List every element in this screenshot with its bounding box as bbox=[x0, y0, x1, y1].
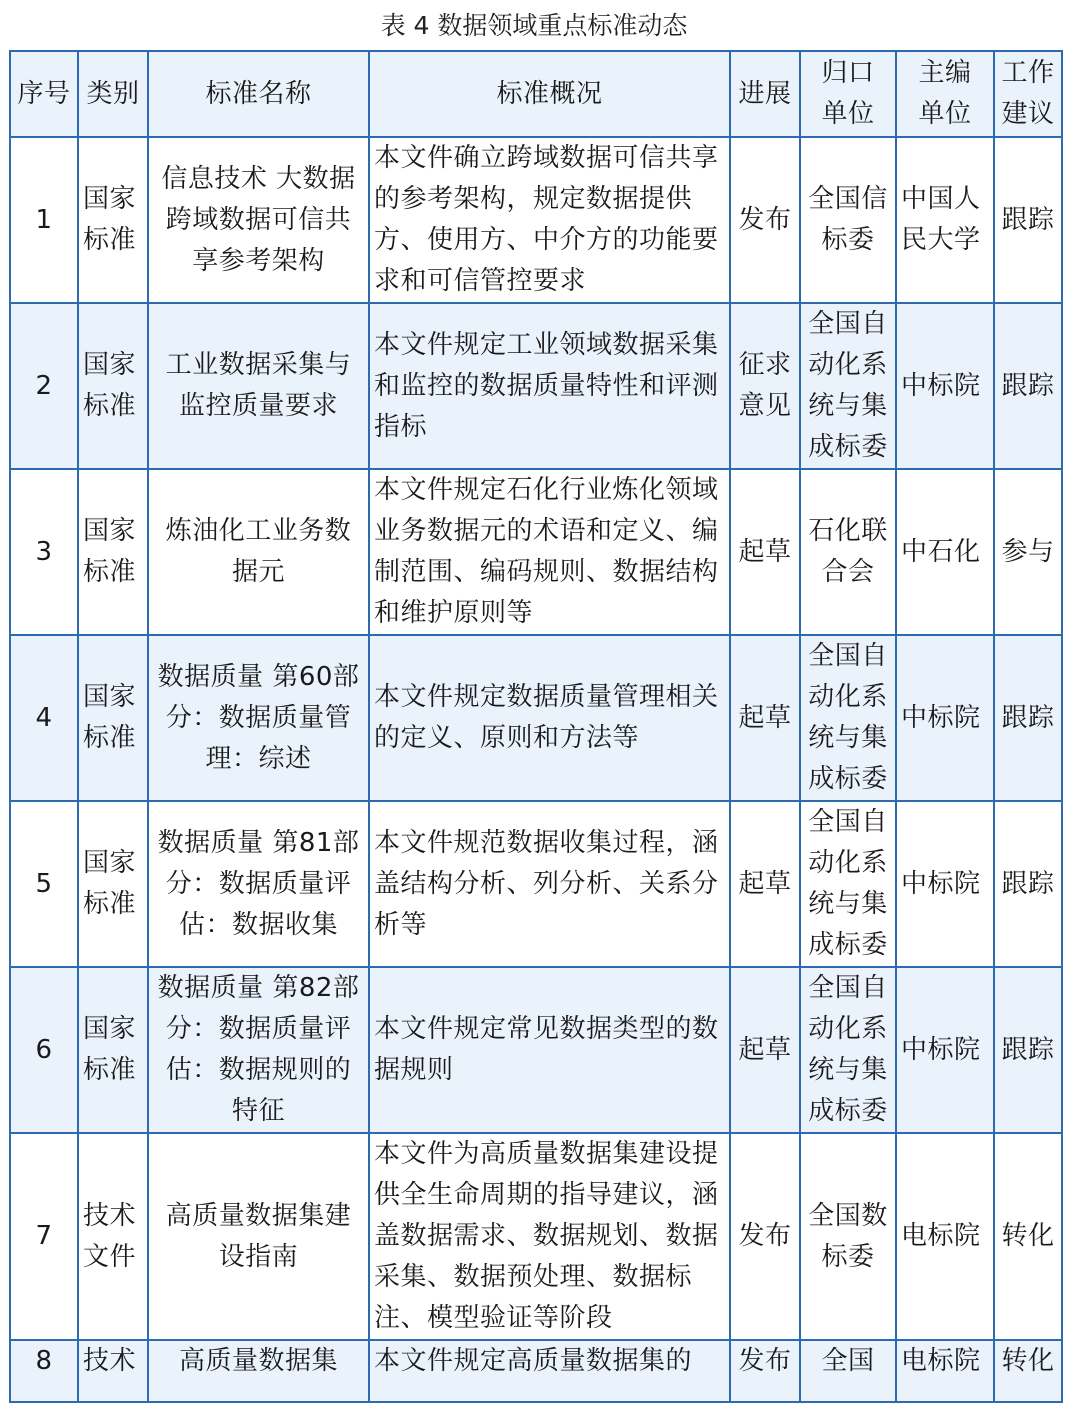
table-row bbox=[10, 1133, 1062, 1340]
cell-name: 数据质量 第82部分：数据质量评估：数据规则的特征 bbox=[148, 967, 369, 1133]
cell-advice: 转化 bbox=[994, 1340, 1062, 1402]
cell-overview: 本文件规定高质量数据集的 bbox=[369, 1340, 730, 1402]
header-editor-line2: 单位 bbox=[918, 99, 972, 129]
header-advice-line2: 建议 bbox=[1001, 99, 1055, 129]
cell-dept: 全国自动化系统与集成标委 bbox=[800, 801, 896, 967]
cell-category: 国家标准 bbox=[78, 469, 148, 635]
cell-seq: 8 bbox=[10, 1340, 78, 1402]
table-caption: 表 4 数据领域重点标准动态 bbox=[380, 11, 688, 40]
cell-category: 国家标准 bbox=[78, 137, 148, 303]
cell-name: 炼油化工业务数据元 bbox=[148, 469, 369, 635]
cell-editor: 电标院 bbox=[896, 1133, 994, 1340]
cell-category: 国家标准 bbox=[78, 635, 148, 801]
cell-editor: 中标院 bbox=[896, 801, 994, 967]
cell-overview: 本文件规定工业领域数据采集和监控的数据质量特性和评测指标 bbox=[369, 303, 730, 469]
cell-seq: 7 bbox=[10, 1133, 78, 1340]
table-row bbox=[10, 967, 1062, 1133]
cell-progress: 发布 bbox=[730, 1133, 800, 1340]
cell-seq: 5 bbox=[10, 801, 78, 967]
cell-name: 工业数据采集与监控质量要求 bbox=[148, 303, 369, 469]
cell-advice: 跟踪 bbox=[994, 137, 1062, 303]
header-row bbox=[10, 51, 1062, 137]
cell-overview: 本文件规定数据质量管理相关的定义、原则和方法等 bbox=[369, 635, 730, 801]
cell-name: 高质量数据集 bbox=[148, 1340, 369, 1402]
cell-editor: 中石化 bbox=[896, 469, 994, 635]
cell-progress: 起草 bbox=[730, 469, 800, 635]
cell-progress: 起草 bbox=[730, 967, 800, 1133]
table-row bbox=[10, 137, 1062, 303]
cell-progress: 起草 bbox=[730, 801, 800, 967]
cell-progress: 起草 bbox=[730, 635, 800, 801]
cell-dept: 全国信标委 bbox=[800, 137, 896, 303]
cell-progress: 征求意见 bbox=[730, 303, 800, 469]
cell-editor: 中标院 bbox=[896, 967, 994, 1133]
cell-progress: 发布 bbox=[730, 137, 800, 303]
cell-seq: 6 bbox=[10, 967, 78, 1133]
cell-advice: 跟踪 bbox=[994, 801, 1062, 967]
header-editor-line1: 主编 bbox=[918, 58, 972, 88]
header-overview: 标准概况 bbox=[369, 51, 730, 137]
cell-name: 信息技术 大数据跨域数据可信共享参考架构 bbox=[148, 137, 369, 303]
cell-progress: 发布 bbox=[730, 1340, 800, 1402]
cell-category: 国家标准 bbox=[78, 967, 148, 1133]
cell-advice: 跟踪 bbox=[994, 967, 1062, 1133]
cell-editor: 电标院 bbox=[896, 1340, 994, 1402]
header-seq: 序号 bbox=[10, 51, 78, 137]
cell-editor: 中标院 bbox=[896, 303, 994, 469]
cell-editor: 中国人民大学 bbox=[896, 137, 994, 303]
cell-dept: 全国数标委 bbox=[800, 1133, 896, 1340]
cell-dept: 石化联合会 bbox=[800, 469, 896, 635]
cell-seq: 3 bbox=[10, 469, 78, 635]
table-row bbox=[10, 635, 1062, 801]
cell-category: 技术 bbox=[78, 1340, 148, 1402]
cell-advice: 跟踪 bbox=[994, 635, 1062, 801]
cell-dept: 全国自动化系统与集成标委 bbox=[800, 967, 896, 1133]
header-progress: 进展 bbox=[730, 51, 800, 137]
cell-dept: 全国自动化系统与集成标委 bbox=[800, 303, 896, 469]
table-row bbox=[10, 1340, 1062, 1402]
header-dept-line2: 单位 bbox=[821, 99, 875, 129]
cell-seq: 2 bbox=[10, 303, 78, 469]
standards-table bbox=[9, 50, 1063, 1403]
header-name: 标准名称 bbox=[148, 51, 369, 137]
header-editor bbox=[896, 51, 994, 137]
cell-advice: 参与 bbox=[994, 469, 1062, 635]
cell-advice: 跟踪 bbox=[994, 303, 1062, 469]
cell-overview: 本文件为高质量数据集建设提供全生命周期的指导建议，涵盖数据需求、数据规划、数据采集、数据预处理、数据标注、模型验证等阶段 bbox=[369, 1133, 730, 1340]
cell-dept: 全国 bbox=[800, 1340, 896, 1402]
cell-seq: 4 bbox=[10, 635, 78, 801]
table-row bbox=[10, 303, 1062, 469]
header-advice bbox=[994, 51, 1062, 137]
cell-overview: 本文件规定石化行业炼化领域业务数据元的术语和定义、编制范围、编码规则、数据结构和维护原则等 bbox=[369, 469, 730, 635]
table-row bbox=[10, 801, 1062, 967]
header-dept-line1: 归口 bbox=[821, 58, 875, 88]
cell-overview: 本文件规范数据收集过程，涵盖结构分析、列分析、关系分析等 bbox=[369, 801, 730, 967]
cell-dept: 全国自动化系统与集成标委 bbox=[800, 635, 896, 801]
cell-category: 技术文件 bbox=[78, 1133, 148, 1340]
cell-overview: 本文件确立跨域数据可信共享的参考架构，规定数据提供方、使用方、中介方的功能要求和可信管控要求 bbox=[369, 137, 730, 303]
cell-name: 数据质量 第81部分：数据质量评估：数据收集 bbox=[148, 801, 369, 967]
header-category: 类别 bbox=[78, 51, 148, 137]
cell-name: 高质量数据集建设指南 bbox=[148, 1133, 369, 1340]
cell-editor: 中标院 bbox=[896, 635, 994, 801]
header-advice-line1: 工作 bbox=[1001, 58, 1055, 88]
cell-category: 国家标准 bbox=[78, 801, 148, 967]
cell-advice: 转化 bbox=[994, 1133, 1062, 1340]
cell-overview: 本文件规定常见数据类型的数据规则 bbox=[369, 967, 730, 1133]
cell-seq: 1 bbox=[10, 137, 78, 303]
header-dept bbox=[800, 51, 896, 137]
table-row bbox=[10, 469, 1062, 635]
cell-name: 数据质量 第60部分：数据质量管理：综述 bbox=[148, 635, 369, 801]
cell-category: 国家标准 bbox=[78, 303, 148, 469]
